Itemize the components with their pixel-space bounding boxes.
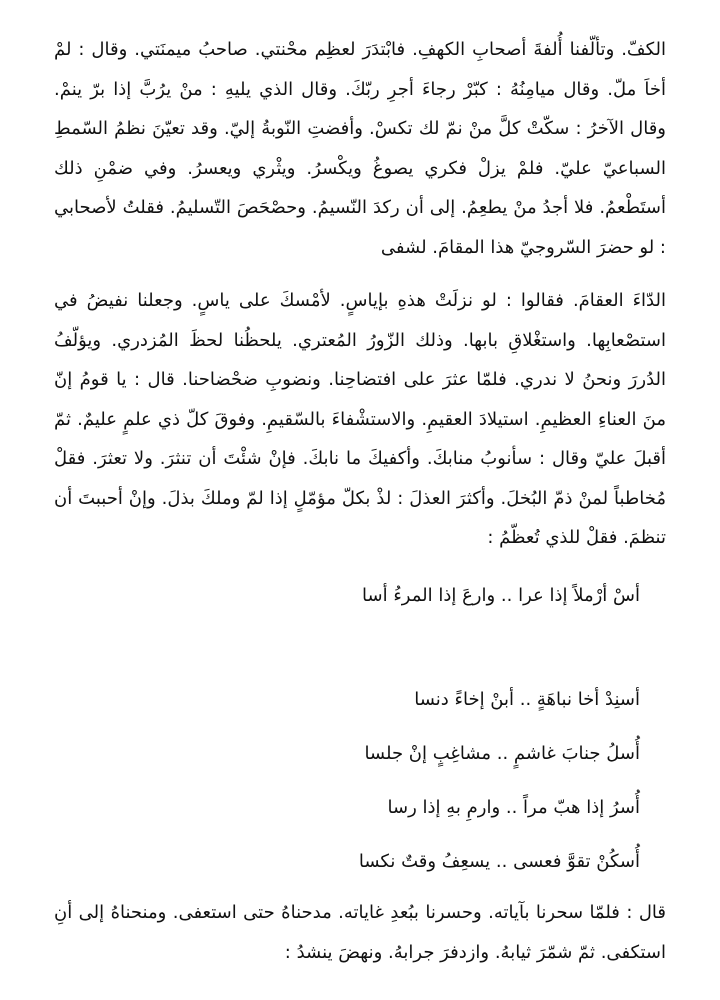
paragraph-2: الدّاءَ العقامَ. فقالوا : لو نزلَتْ هذهِ بإياسٍ. لأمْسكَ على ياسٍ. وجعلنا نفيضُ في استصْعابِها. واستغْلاقِ بابها. وذلك الزّورُ المُعتري. يلحظُنا لحظَ المُزدري. ويؤلّفُ الدُررَ ونحنُ لا ندري. فلمّا عثرَ على افتضاحِنا. ونضوبِ ضحْضاحنا. قال : يا قومُ إنّ منَ العناءِ العظيمِ. استيلادَ العقيمِ. والاستشْفاءَ بالسّقيمِ. وفوقَ كلّ ذي علمٍ عليمٌ. ثمّ أقبلَ عليّ وقال : سأنوبُ منابكَ. وأكفيكَ ما نابكَ. فإنْ شئْتَ أن تنثرَ. ولا تعثرَ. فقلْ مُخاطباً لمنْ ذمّ البُخلَ. وأكثرَ العذلَ : لذْ بكلّ مؤمّلٍ إذا لمّ وملكَ بذلَ. وإنْ أحببتَ أن تنظمَ. فقلْ للذي تُعظّمُ : — [54, 290, 666, 548]
paragraph-3: قال : فلمّا سحرنا بآياته. وحسرنا ببُعدِ غاياته. مدحناهُ حتى استعفى. ومنحناهُ إلى أنِ استكفى. ثمّ شمّرَ ثيابهُ. وازدفرَ جرابهُ. ونهضَ ينشدُ : — [54, 902, 666, 963]
verse-line-2: أسنِدْ أخا نباهَةٍ .. أبنْ إخاءً دنسا — [414, 689, 640, 710]
verse-line-4: أُسرُ إذا هبّ مراً .. وارمِ بهِ إذا رسا — [387, 797, 640, 818]
verse-line-5: أُسكُنْ تقوَّ فعسى .. يسعِفُ وقتٌ نكسا — [358, 851, 640, 872]
verse-line-3: أُسلُ جنابَ غاشمٍ .. مشاغِبٍ إنْ جلسا — [364, 743, 640, 764]
paragraph-1: الكفّ. وتألّفنا أُلفةَ أصحابِ الكهفِ. فابْتدَرَ لعظِم محْنتي. صاحبُ ميمنَتي. وقال : لمْ أخاَ ملّ. وقال ميامِنُهُ : كبّرْ رجاءَ أجرِ ربّكَ. وقال الذي يليهِ : منْ يرُبَّ إذا برّ ينمْ. وقال الآخرُ : سكّتْ كلَّ منْ نمّ لك تكسْ. وأفضتِ النّوبةُ إليّ. وقد تعيّنَ نظمُ السّمطِ السباعيّ عليّ. فلمْ يزلْ فكري يصوغُ ويكْسرُ. ويثْري ويعسرُ. وفي ضمْنِ ذلك أستَطْعمُ. فلا أجدُ منْ يطعِمُ. إلى أن ركدَ النّسيمُ. وحصْحَصَ التّسليمُ. فقلتُ لأصحابي : لو حضرَ السّروجيّ هذا المقامَ. لشفى — [54, 39, 666, 258]
verse-line-1: أسْ أرْملاً إذا عرا .. وارعَ إذا المرءُ أسا — [362, 585, 640, 606]
